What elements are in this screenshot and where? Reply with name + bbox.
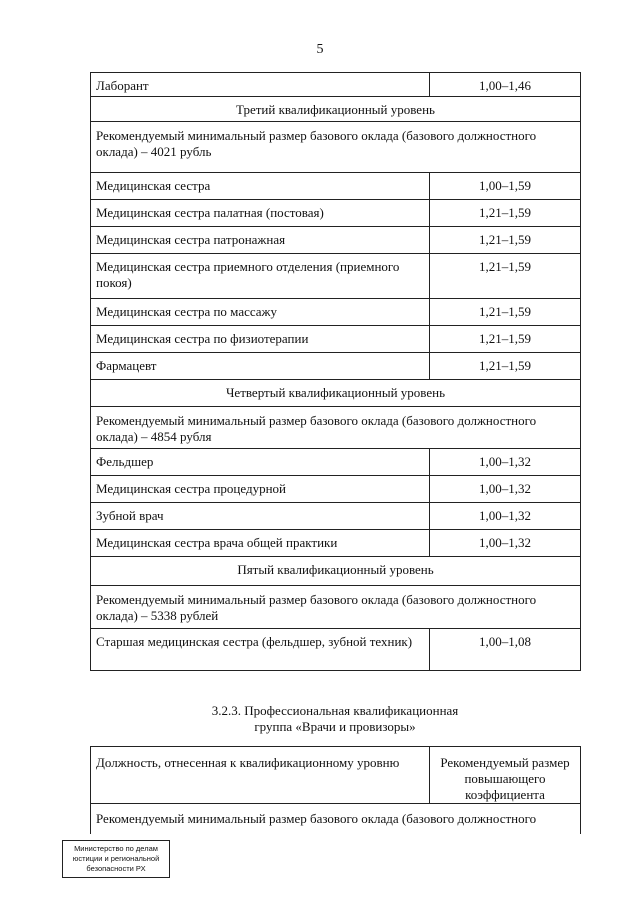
table-row [91, 326, 581, 353]
position-cell: Медицинская сестра патронажная [91, 227, 430, 254]
coefficient-cell: 1,21–1,59 [430, 299, 581, 326]
table-row [91, 173, 581, 200]
header-position-cell: Должность, отнесенная к квалификационному уровню [91, 747, 430, 804]
coefficient-cell: 1,21–1,59 [430, 353, 581, 380]
coefficient-cell: 1,00–1,46 [430, 73, 581, 97]
coefficient-cell: 1,21–1,59 [430, 200, 581, 227]
coefficient-cell: 1,00–1,32 [430, 476, 581, 503]
stamp-line2: юстиции и региональной [72, 854, 160, 863]
doctors-table-header-row [91, 747, 581, 804]
position-cell: Медицинская сестра врача общей практики [91, 530, 430, 557]
coefficient-cell: 1,00–1,32 [430, 530, 581, 557]
table-row [91, 73, 581, 97]
qualification-table [90, 72, 581, 671]
qualification-table-body [91, 73, 581, 671]
table-row [91, 503, 581, 530]
qualification-level-cell: Третий квалификационный уровень [91, 97, 581, 122]
table-row [91, 449, 581, 476]
qualification-level-cell: Пятый квалификационный уровень [91, 557, 581, 586]
coefficient-cell: 1,21–1,59 [430, 227, 581, 254]
position-cell: Медицинская сестра процедурной [91, 476, 430, 503]
doctors-table [90, 746, 581, 834]
table-row [91, 200, 581, 227]
page-number: 5 [316, 42, 324, 57]
table-row [91, 299, 581, 326]
table-row [91, 476, 581, 503]
table-row [91, 227, 581, 254]
qualification-level-cell: Четвертый квалификационный уровень [91, 380, 581, 407]
base-salary-note-cell: Рекомендуемый минимальный размер базового оклада (базового должностного оклада) – 4854 рубля [91, 407, 581, 449]
position-cell: Старшая медицинская сестра (фельдшер, зубной техник) [91, 629, 430, 671]
base-salary-note-cell: Рекомендуемый минимальный размер базового оклада (базового должностного оклада) – 5338 рублей [91, 586, 581, 629]
header-coefficient-cell: Рекомендуемый размер повышающего коэффициента [430, 747, 581, 804]
stamp-line1: Министерство по делам [74, 844, 158, 853]
section-heading-line1: 3.2.3. Профессиональная квалификационная [211, 703, 459, 718]
coefficient-cell: 1,21–1,59 [430, 254, 581, 299]
coefficient-cell: 1,00–1,08 [430, 629, 581, 671]
position-cell: Медицинская сестра по физиотерапии [91, 326, 430, 353]
base-salary-note-row [91, 122, 581, 173]
section-heading-line2: группа «Врачи и провизоры» [254, 719, 416, 734]
qualification-level-row [91, 380, 581, 407]
table-row [91, 254, 581, 299]
position-cell: Лаборант [91, 73, 430, 97]
coefficient-cell: 1,00–1,32 [430, 503, 581, 530]
base-salary-note-row [91, 407, 581, 449]
coefficient-cell: 1,21–1,59 [430, 326, 581, 353]
qualification-level-row [91, 97, 581, 122]
table-row [91, 629, 581, 671]
position-cell: Фельдшер [91, 449, 430, 476]
position-cell: Медицинская сестра приемного отделения (приемного покоя) [91, 254, 430, 299]
section-heading [90, 703, 580, 735]
position-cell: Фармацевт [91, 353, 430, 380]
position-cell: Медицинская сестра палатная (постовая) [91, 200, 430, 227]
ministry-stamp [62, 840, 170, 878]
coefficient-cell: 1,00–1,32 [430, 449, 581, 476]
table-row [91, 353, 581, 380]
position-cell: Медицинская сестра по массажу [91, 299, 430, 326]
position-cell: Медицинская сестра [91, 173, 430, 200]
coefficient-cell: 1,00–1,59 [430, 173, 581, 200]
position-cell: Зубной врач [91, 503, 430, 530]
base-salary-note-cell: Рекомендуемый минимальный размер базового оклада (базового должностного оклада) – 4021 рубль [91, 122, 581, 173]
base-salary-note-cell: Рекомендуемый минимальный размер базового оклада (базового должностного [91, 804, 581, 834]
qualification-level-row [91, 557, 581, 586]
stamp-line3: безопасности РХ [86, 864, 146, 873]
doctors-table-note-row [91, 804, 581, 834]
base-salary-note-row [91, 586, 581, 629]
table-row [91, 530, 581, 557]
